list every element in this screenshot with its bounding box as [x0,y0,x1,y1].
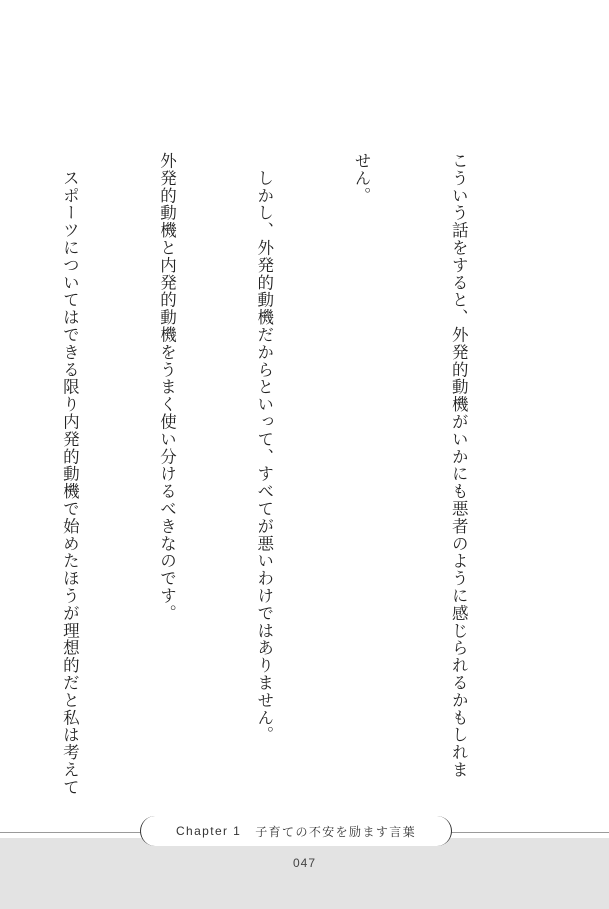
body-line: こういう話をすると、外発的動機がいかにも悪者のように感じられるかもしれま [449,152,469,779]
body-line: しかし、外発的動機だからといって、すべてが悪いわけではありません。 [254,152,274,744]
footer-divider [447,832,609,833]
body-text [0,152,539,796]
body-line: せん。 [351,152,371,205]
chapter-label: Chapter 1 [175,824,242,838]
chapter-tab [140,816,452,846]
footer-divider [0,832,145,833]
body-line: スポーツについてはできる限り内発的動機で始めたほうが理想的だと私は考えて [60,152,80,796]
chapter-title: 子育ての不安を励ます言葉 [255,824,417,839]
page-number: 047 [292,856,317,870]
footer-band [0,838,609,909]
body-line: 外発的動機と内発的動機をうまく使い分けるべきなのです。 [157,152,177,622]
